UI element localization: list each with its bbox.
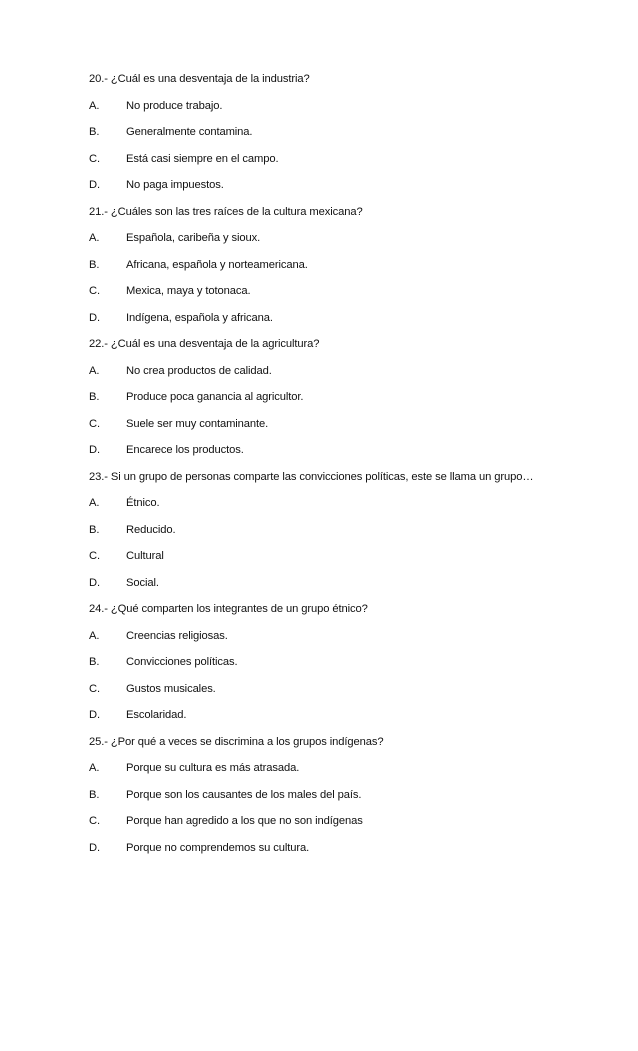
answer-option [89,442,609,469]
option-letter: D. [89,179,100,191]
option-text: Porque son los causantes de los males del país. [126,788,362,801]
question-block [89,336,609,469]
option-text: Creencias religiosas. [126,629,228,642]
option-text: Generalmente contamina. [126,126,253,138]
answer-option [89,813,609,840]
option-letter: A. [89,497,100,509]
answer-option [89,628,609,655]
answer-option [89,787,609,814]
question-prompt: 25.- ¿Por qué a veces se discrimina a los grupos indígenas? [89,735,384,748]
option-text: No paga impuestos. [126,179,224,191]
option-letter: C. [89,550,100,562]
option-letter: A. [89,99,100,112]
option-text: Indígena, española y africana. [126,311,273,324]
option-text: Reducido. [126,523,176,536]
answer-option [89,98,609,125]
option-text: Porque su cultura es más atrasada. [126,762,300,774]
option-letter: D. [89,841,100,854]
option-text: Convicciones políticas. [126,656,238,668]
answer-option [89,760,609,787]
question-prompt: 23.- Si un grupo de personas comparte las convicciones políticas, este se llama un grupo… [89,470,534,483]
option-letter: A. [89,364,100,377]
option-letter: B. [89,788,100,801]
question-block [89,71,609,204]
answer-option [89,522,609,549]
option-letter: B. [89,523,100,536]
option-letter: C. [89,682,100,695]
option-letter: A. [89,762,100,774]
question-prompt: 20.- ¿Cuál es una desventaja de la industria? [89,73,310,85]
answer-option [89,495,609,522]
question-list [89,71,609,866]
answer-option [89,151,609,178]
option-text: No produce trabajo. [126,99,223,112]
option-text: Porque no comprendemos su cultura. [126,841,310,854]
option-text: Mexica, maya y totonaca. [126,285,251,297]
option-letter: B. [89,391,100,403]
option-letter: D. [89,311,100,324]
answer-option [89,681,609,708]
option-text: Social. [126,576,159,589]
option-letter: A. [89,629,100,642]
option-text: Étnico. [126,497,160,509]
option-text: Española, caribeña y sioux. [126,232,261,244]
answer-option [89,548,609,575]
answer-option [89,124,609,151]
question-block [89,601,609,734]
option-letter: D. [89,709,100,721]
option-letter: C. [89,815,100,827]
question-prompt: 21.- ¿Cuáles son las tres raíces de la cultura mexicana? [89,205,363,218]
option-text: Suele ser muy contaminante. [126,417,269,430]
answer-option [89,230,609,257]
option-letter: C. [89,417,100,430]
option-letter: D. [89,576,100,589]
answer-option [89,575,609,602]
answer-option [89,840,609,867]
question-block [89,204,609,337]
option-text: Porque han agredido a los que no son indígenas [126,815,363,827]
option-text: No crea productos de calidad. [126,364,272,377]
question-block [89,734,609,867]
option-letter: B. [89,656,100,668]
option-text: Cultural [126,550,164,562]
answer-option [89,283,609,310]
question-prompt: 22.- ¿Cuál es una desventaja de la agricultura? [89,338,320,350]
option-text: Africana, española y norteamericana. [126,258,308,271]
option-letter: C. [89,285,100,297]
option-text: Encarece los productos. [126,444,244,456]
option-text: Gustos musicales. [126,682,216,695]
answer-option [89,257,609,284]
question-block [89,469,609,602]
answer-option [89,363,609,390]
option-letter: A. [89,232,100,244]
option-letter: B. [89,258,100,271]
answer-option [89,310,609,337]
answer-option [89,177,609,204]
option-text: Escolaridad. [126,709,187,721]
answer-option [89,707,609,734]
option-text: Está casi siempre en el campo. [126,152,279,165]
option-letter: C. [89,152,100,165]
option-letter: B. [89,126,100,138]
option-letter: D. [89,444,100,456]
answer-option [89,416,609,443]
answer-option [89,389,609,416]
answer-option [89,654,609,681]
option-text: Produce poca ganancia al agricultor. [126,391,304,403]
question-prompt: 24.- ¿Qué comparten los integrantes de un grupo étnico? [89,603,368,615]
